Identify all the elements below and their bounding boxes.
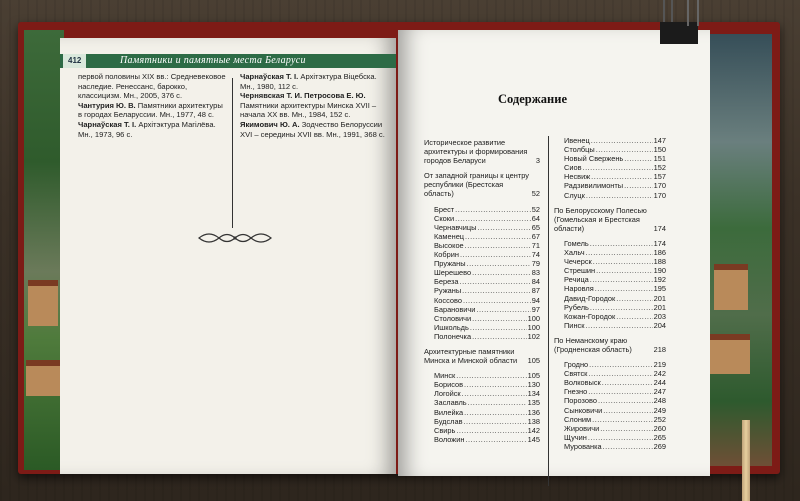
- toc-entry: [424, 286, 540, 295]
- toc-leader-dots: [595, 284, 653, 293]
- toc-leader-dots: [467, 259, 531, 268]
- entry-author: Чарнаўская Т. І.: [240, 72, 299, 81]
- toc-entry-name: Ивенец: [564, 136, 590, 145]
- toc-entry-name: Полонечка: [434, 331, 472, 341]
- toc-entry: [554, 172, 666, 181]
- toc-leader-dots: [590, 275, 653, 284]
- toc-entry-name: Архитектурные памятники Минска и Минской области: [424, 346, 518, 366]
- toc-leader-dots: [592, 415, 653, 424]
- toc-page-number: 147: [653, 136, 666, 145]
- entry-author: Чарнаўская Т. І.: [78, 119, 137, 129]
- toc-entry-name: Кожан-Городок: [564, 311, 616, 321]
- toc-page-number: 105: [527, 371, 540, 381]
- toc-group: [554, 206, 666, 233]
- toc-entry-name: Пинск: [564, 320, 585, 330]
- toc-page-number: 151: [653, 154, 666, 164]
- entry-text: Зодчество Белорусcии XVI – середины XVII вв. Мн., 1991, 368 с.: [240, 119, 385, 139]
- toc-entry-name: От западной границы к центру республики (Брестская область): [424, 171, 529, 199]
- toc-page-number: 248: [653, 396, 666, 406]
- toc-leader-dots: [472, 314, 527, 323]
- page-number: 412: [63, 54, 86, 68]
- toc-entry: [424, 241, 540, 250]
- toc-entry-name: Гродно: [564, 360, 589, 370]
- toc-leader-dots: [460, 250, 531, 259]
- toc-leader-dots: [462, 286, 531, 295]
- toc-page-number: 67: [531, 231, 540, 241]
- toc-entry: [554, 136, 666, 145]
- toc-page-number: 201: [653, 302, 666, 312]
- toc-entry-name: Стрешин: [564, 266, 596, 276]
- toc-entry: [424, 268, 540, 277]
- toc-page-number: 138: [527, 416, 540, 426]
- toc-entry: [424, 250, 540, 259]
- toc-entry: [554, 145, 666, 154]
- toc-leader-dots: [465, 241, 531, 250]
- toc-leader-dots: [586, 248, 653, 257]
- toc-entry-name: Давид-Городок: [564, 293, 616, 303]
- toc-entry: [424, 232, 540, 241]
- toc-page-number: 244: [653, 378, 666, 388]
- toc-entry-name: Несвиж: [564, 172, 591, 182]
- house-illustration: [714, 264, 748, 310]
- binder-clip-icon: [658, 0, 708, 46]
- toc-leader-dots: [602, 378, 653, 387]
- toc-entry-name: Столовичи: [434, 313, 472, 323]
- column-divider: [232, 78, 233, 228]
- toc-entry: [554, 387, 666, 396]
- pencil: [742, 420, 750, 501]
- toc-entry: [554, 312, 666, 321]
- toc-entry-name: По Белорусскому Полесью (Гомельская и Брестская области): [554, 205, 647, 233]
- toc-group: [554, 136, 666, 200]
- toc-leader-dots: [596, 145, 653, 154]
- toc-page-number: 152: [653, 163, 666, 173]
- toc-leader-dots: [588, 387, 652, 396]
- toc-leader-dots: [472, 268, 531, 277]
- toc-entry-name: Слоним: [564, 414, 592, 424]
- toc-entry: [424, 417, 540, 426]
- toc-page-number: 190: [653, 266, 666, 276]
- toc-page-number: 150: [653, 145, 666, 155]
- house-illustration: [710, 334, 750, 374]
- toc-leader-dots: [456, 371, 526, 380]
- toc-entry-name: Радзивилимонты: [564, 181, 624, 191]
- toc-entry: [554, 396, 666, 405]
- toc-page-number: 265: [653, 432, 666, 442]
- toc-leader-dots: [464, 380, 527, 389]
- toc-leader-dots: [464, 408, 527, 417]
- toc-entry-name: Логойск: [434, 389, 461, 399]
- entry-text: Архітэктура Магілёва. Мн., 1973, 96 с.: [78, 119, 216, 139]
- toc-entry-name: Гомель: [564, 238, 589, 248]
- toc-leader-dots: [465, 232, 531, 241]
- toc-page-number: 130: [527, 380, 540, 390]
- toc-entry-name: Святск: [564, 369, 588, 379]
- bibliography-column-1: [78, 72, 226, 139]
- bibliography-column-2: [240, 72, 386, 139]
- toc-entry-name: Чернавчицы: [434, 222, 477, 232]
- toc-leader-dots: [591, 172, 653, 181]
- toc-entry: [424, 408, 540, 417]
- toc-entry: [554, 406, 666, 415]
- toc-group: [424, 138, 540, 165]
- toc-leader-dots: [472, 332, 527, 341]
- toc-entry-name: Скоки: [434, 213, 455, 223]
- toc-page-number: 195: [653, 284, 666, 294]
- toc-entry: [424, 398, 540, 407]
- toc-entry-name: Речица: [564, 275, 589, 285]
- toc-page-number: 65: [531, 222, 540, 232]
- toc-leader-dots: [590, 303, 653, 312]
- toc-entry-name: Рубель: [564, 302, 589, 312]
- toc-group: [424, 371, 540, 444]
- toc-leader-dots: [591, 136, 653, 145]
- toc-entry: [554, 206, 666, 233]
- bibliography-entry: [240, 91, 386, 120]
- toc-entry: [554, 163, 666, 172]
- toc-page-number: 136: [527, 407, 540, 417]
- toc-leader-dots: [593, 257, 653, 266]
- toc-page-number: 94: [531, 295, 540, 305]
- toc-entry-name: Барановичи: [434, 304, 476, 314]
- toc-leader-dots: [589, 360, 653, 369]
- left-page: [60, 38, 396, 474]
- toc-page-number: 188: [653, 257, 666, 267]
- toc-page-number: 64: [531, 213, 540, 223]
- bibliography-entry: [78, 72, 226, 101]
- entry-text: Архітэктура Віцебска. Мн., 1980, 112 с.: [240, 72, 377, 91]
- toc-entry: [554, 336, 666, 354]
- toc-leader-dots: [585, 321, 652, 330]
- toc-leader-dots: [616, 294, 652, 303]
- toc-leader-dots: [464, 417, 527, 426]
- toc-entry: [424, 371, 540, 380]
- toc-page-number: 192: [653, 275, 666, 285]
- toc-page-number: 135: [527, 398, 540, 408]
- toc-entry-name: Высокое: [434, 240, 464, 250]
- toc-page-number: 134: [527, 389, 540, 399]
- toc-leader-dots: [598, 396, 653, 405]
- toc-leader-dots: [588, 369, 652, 378]
- toc-page-number: 79: [531, 259, 540, 269]
- toc-leader-dots: [476, 305, 530, 314]
- toc-entry: [554, 154, 666, 163]
- toc-entry-name: Пружаны: [434, 259, 466, 269]
- toc-entry: [424, 389, 540, 398]
- ornament-icon: [195, 228, 275, 248]
- toc-leader-dots: [596, 266, 653, 275]
- toc-entry: [424, 332, 540, 341]
- toc-entry: [424, 347, 540, 365]
- toc-leader-dots: [455, 214, 531, 223]
- toc-entry-name: Минск: [434, 371, 456, 381]
- toc-page-number: 157: [653, 172, 666, 182]
- toc-page-number: 102: [527, 331, 540, 341]
- toc-entry: [554, 369, 666, 378]
- toc-entry: [424, 305, 540, 314]
- toc-entry: [554, 266, 666, 275]
- toc-entry: [424, 214, 540, 223]
- toc-page-number: 145: [527, 434, 540, 444]
- toc-entry: [424, 205, 540, 214]
- toc-entry: [424, 314, 540, 323]
- toc-entry: [424, 223, 540, 232]
- toc-leader-dots: [603, 442, 653, 451]
- toc-page-number: 242: [653, 369, 666, 379]
- toc-entry-name: По Неманскому краю (Гродненская область): [554, 335, 632, 354]
- toc-leader-dots: [624, 181, 653, 190]
- toc-entry: [554, 415, 666, 424]
- toc-page-number: 3: [535, 156, 540, 166]
- toc-page-number: 170: [653, 181, 666, 191]
- toc-leader-dots: [462, 389, 527, 398]
- toc-entry: [424, 296, 540, 305]
- toc-entry-name: Каменец: [434, 231, 465, 241]
- toc-column-1: [424, 138, 540, 450]
- toc-entry: [554, 360, 666, 369]
- toc-page-number: 71: [531, 240, 540, 250]
- toc-page-number: 97: [531, 304, 540, 314]
- toc-entry-name: Свирь: [434, 425, 456, 435]
- toc-entry: [554, 181, 666, 190]
- entry-text: первой половины XIX вв.: Средневековое наследие. Ренессанс, барокко, классицизм. Мн., 2005, 376 с.: [78, 72, 226, 101]
- toc-page-number: 249: [653, 405, 666, 415]
- toc-group: [424, 171, 540, 198]
- toc-entry: [424, 259, 540, 268]
- toc-entry-name: Ишкольдь: [434, 322, 469, 332]
- toc-leader-dots: [477, 223, 530, 232]
- toc-group: [554, 239, 666, 330]
- toc-entry-name: Будслав: [434, 416, 463, 426]
- toc-entry-name: Береза: [434, 277, 459, 287]
- toc-page-number: 219: [653, 360, 666, 370]
- toc-entry-name: Кобрин: [434, 250, 459, 260]
- toc-page-number: 87: [531, 286, 540, 296]
- toc-leader-dots: [600, 424, 652, 433]
- toc-entry-name: Борисов: [434, 380, 464, 390]
- toc-entry-name: Вилейка: [434, 407, 464, 417]
- toc-page-number: 260: [653, 423, 666, 433]
- right-page: [398, 30, 710, 476]
- toc-entry: [424, 277, 540, 286]
- toc-leader-dots: [590, 239, 653, 248]
- toc-entry-name: Новый Свержень: [564, 154, 624, 164]
- toc-group: [554, 336, 666, 354]
- toc-entry: [554, 442, 666, 451]
- toc-entry: [424, 138, 540, 165]
- toc-page-number: 52: [531, 204, 540, 214]
- toc-page-number: 247: [653, 387, 666, 397]
- toc-entry: [554, 303, 666, 312]
- bibliography-entry: [78, 120, 226, 139]
- toc-page-number: 186: [653, 248, 666, 258]
- bibliography-entry: [78, 101, 226, 120]
- toc-entry: [424, 435, 540, 444]
- toc-entry-name: Столбцы: [564, 145, 595, 155]
- toc-entry: [424, 380, 540, 389]
- bibliography-entry: [240, 72, 386, 91]
- toc-leader-dots: [455, 205, 531, 214]
- toc-leader-dots: [588, 433, 653, 442]
- toc-entry-name: Ружаны: [434, 286, 462, 296]
- toc-entry: [554, 424, 666, 433]
- bibliography-entry: [240, 120, 386, 139]
- toc-entry: [554, 239, 666, 248]
- cover-photo-right: [706, 34, 772, 466]
- toc-page-number: 83: [531, 268, 540, 278]
- toc-group: [424, 347, 540, 365]
- toc-column-2: [554, 136, 666, 457]
- toc-page-number: 203: [653, 311, 666, 321]
- toc-column-divider: [548, 136, 549, 486]
- toc-entry: [554, 378, 666, 387]
- toc-entry-name: Наровля: [564, 284, 594, 294]
- toc-entry-name: Волковыск: [564, 378, 601, 388]
- toc-page-number: 84: [531, 277, 540, 287]
- toc-group: [424, 205, 540, 341]
- toc-leader-dots: [586, 191, 653, 200]
- toc-entry-name: Коссово: [434, 295, 462, 305]
- toc-entry-name: Щучин: [564, 432, 587, 442]
- entry-text: Памятники архитектуры Минска XVII – начала XX вв. Мн., 1984, 152 с.: [240, 100, 377, 120]
- toc-entry-name: Мурованка: [564, 441, 602, 451]
- toc-page-number: 218: [653, 344, 666, 354]
- toc-page-number: 100: [527, 322, 540, 332]
- toc-page-number: 174: [653, 238, 666, 248]
- house-illustration: [26, 360, 60, 396]
- entry-author: Чантурия Ю. В.: [78, 100, 136, 110]
- toc-leader-dots: [456, 426, 526, 435]
- toc-leader-dots: [468, 398, 527, 407]
- toc-entry: [554, 248, 666, 257]
- toc-page-number: 201: [653, 293, 666, 303]
- toc-title: Содержание: [498, 92, 568, 106]
- entry-author: Чернявская Т. И. Петросова Е. Ю.: [240, 91, 366, 101]
- toc-entry: [424, 323, 540, 332]
- toc-entry: [554, 284, 666, 293]
- toc-entry: [424, 171, 540, 198]
- toc-entry-name: Шерешево: [434, 268, 472, 278]
- toc-page-number: 174: [653, 223, 666, 233]
- toc-page-number: 204: [653, 320, 666, 330]
- toc-group: [554, 360, 666, 451]
- toc-page-number: 252: [653, 414, 666, 424]
- toc-leader-dots: [463, 296, 531, 305]
- toc-entry-name: Гнезно: [564, 387, 588, 397]
- toc-page-number: 52: [531, 189, 540, 199]
- toc-entry: [554, 433, 666, 442]
- toc-entry: [554, 191, 666, 200]
- toc-page-number: 74: [531, 250, 540, 260]
- toc-entry: [554, 257, 666, 266]
- toc-entry: [554, 275, 666, 284]
- toc-page-number: 105: [527, 356, 540, 366]
- toc-leader-dots: [624, 154, 652, 163]
- cover-photo-left: [24, 30, 64, 470]
- toc-page-number: 170: [653, 190, 666, 200]
- entry-author: Якимович Ю. А.: [240, 119, 300, 129]
- toc-leader-dots: [465, 435, 526, 444]
- toc-entry-name: Заславль: [434, 398, 467, 408]
- toc-entry-name: Порозово: [564, 396, 597, 406]
- toc-entry-name: Хальч: [564, 248, 585, 258]
- house-illustration: [28, 280, 58, 326]
- toc-entry: [554, 294, 666, 303]
- toc-leader-dots: [583, 163, 653, 172]
- toc-leader-dots: [616, 312, 652, 321]
- toc-entry-name: Чечерск: [564, 257, 592, 267]
- toc-entry-name: Историческое развитие архитектуры и формирования городов Беларуси: [424, 138, 528, 166]
- toc-page-number: 142: [527, 425, 540, 435]
- toc-leader-dots: [470, 323, 527, 332]
- toc-entry-name: Сынковичи: [564, 405, 603, 415]
- toc-entry-name: Воложин: [434, 434, 465, 444]
- toc-page-number: 100: [527, 313, 540, 323]
- toc-entry: [554, 321, 666, 330]
- toc-entry-name: Слуцк: [564, 190, 585, 200]
- toc-leader-dots: [460, 277, 531, 286]
- toc-entry: [424, 426, 540, 435]
- toc-entry-name: Жировичи: [564, 423, 600, 433]
- toc-page-number: 269: [653, 441, 666, 451]
- toc-entry-name: Сиов: [564, 163, 582, 173]
- toc-leader-dots: [603, 406, 652, 415]
- entry-text: Памятники архитектуры в городах Беларуссии. Мн., 1977, 48 с.: [78, 100, 223, 120]
- running-head: Памятники и памятные места Беларуси: [120, 55, 306, 66]
- toc-entry-name: Брест: [434, 204, 455, 214]
